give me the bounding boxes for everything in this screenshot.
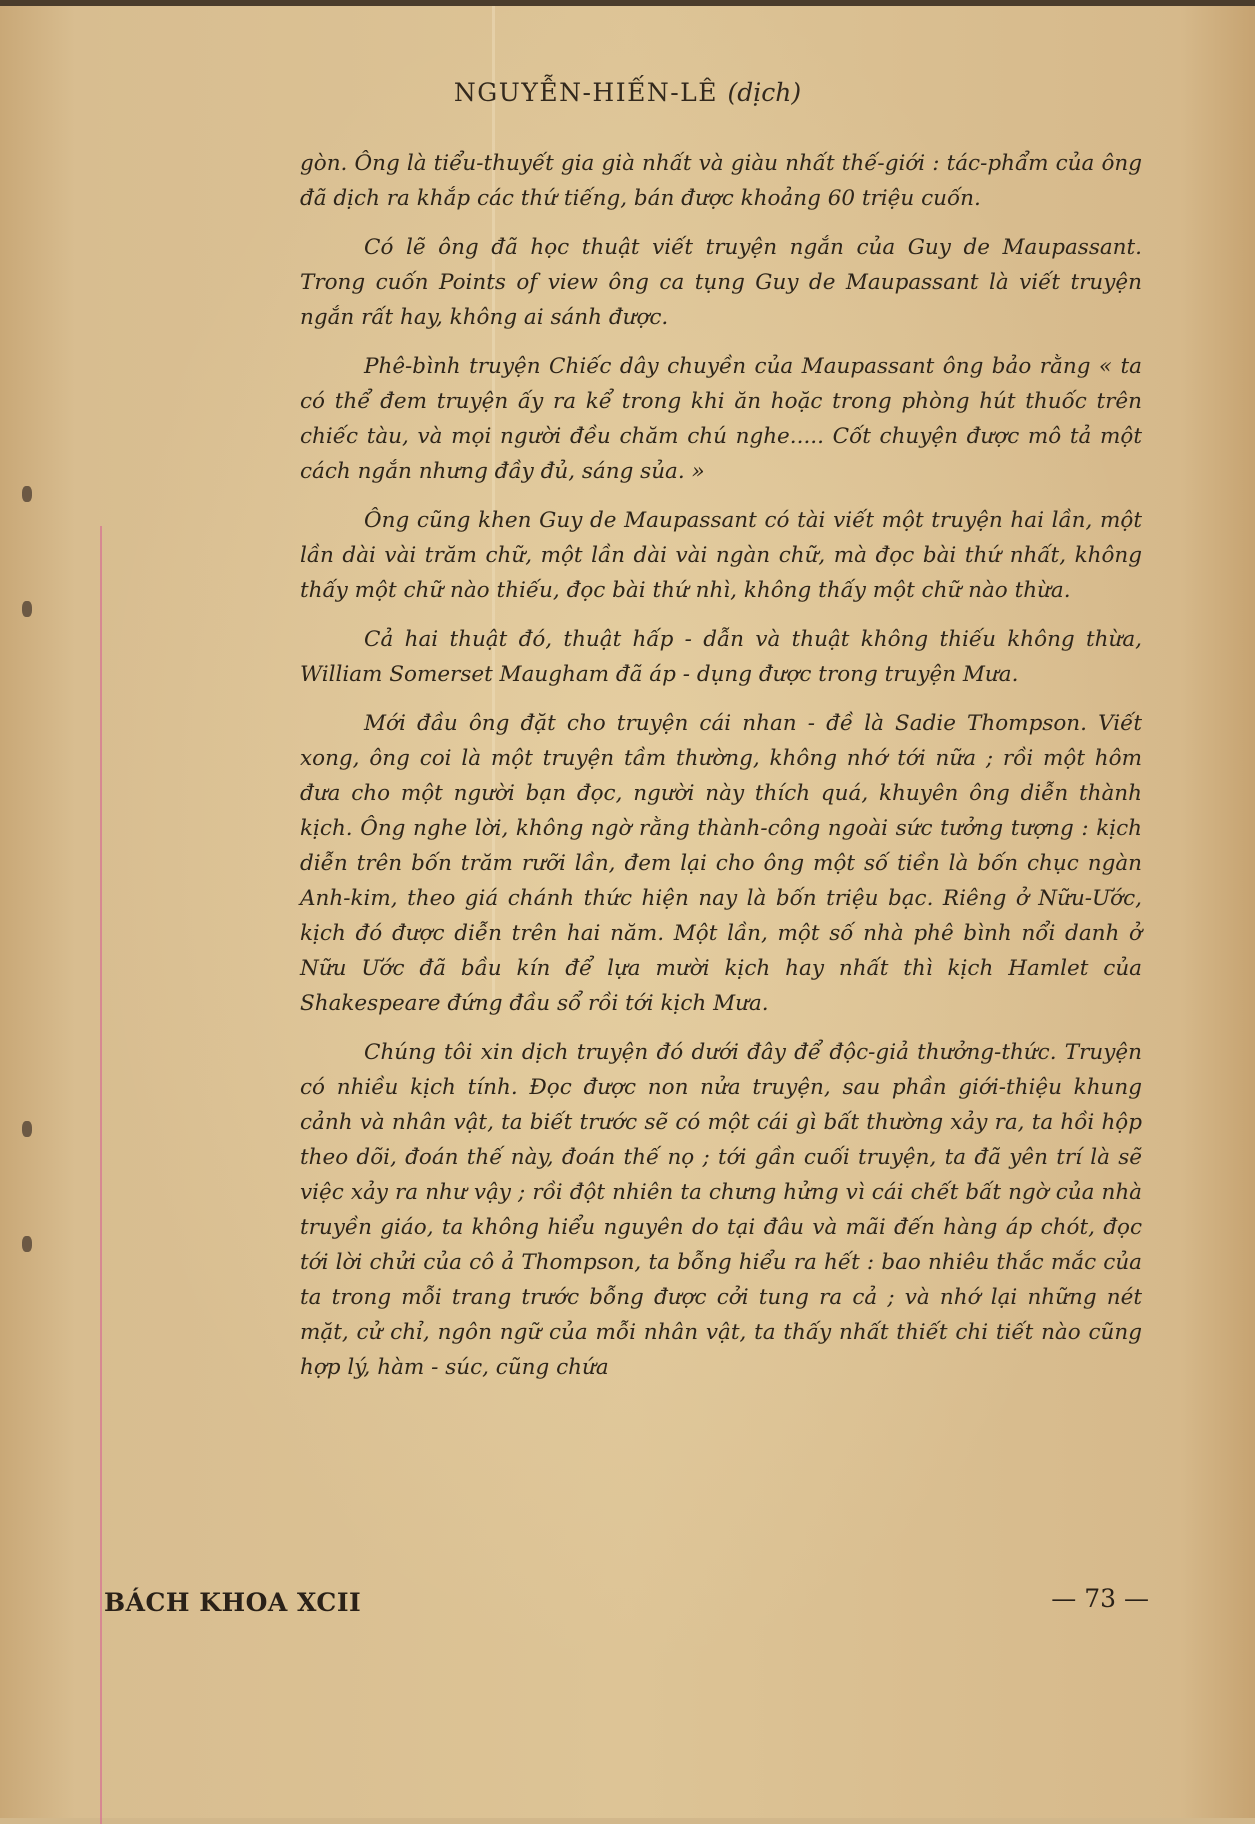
paragraph: gòn. Ông là tiểu-thuyết gia già nhất và giàu nhất thế-giới : tác-phẩm của ông đã dịch ra khắp các thứ tiếng, bán được khoảng 60 triệu cuốn. [300,151,1142,211]
binding-hole [22,601,32,617]
paragraph: Phê-bình truyện Chiếc dây chuyền của Maupassant ông bảo rằng « ta có thể đem truyện ấy ra kể trong khi ăn hoặc trong phòng hút thuốc trên chiếc tàu, và mọi người đều chăm chú nghe..... Cốt chuyện được mô tả một cách ngắn nhưng đầy đủ, sáng sủa. » [300,354,1142,484]
footer-publication: BÁCH KHOA XCII [104,1588,362,1617]
margin-rule [100,526,102,1824]
running-header [0,78,1255,107]
footer-page-number: — 73 — [1051,1584,1149,1613]
paragraph: Cả hai thuật đó, thuật hấp - dẫn và thuật không thiếu không thừa, William Somerset Maugham đã áp - dụng được trong truyện Mưa. [300,627,1142,687]
binding-hole [22,486,32,502]
header-note: (dịch) [727,78,802,107]
paragraph: Mới đầu ông đặt cho truyện cái nhan - đề là Sadie Thompson. Viết xong, ông coi là một truyện tầm thường, không nhớ tới nữa ; rồi một hôm đưa cho một người bạn đọc, người này thích quá, khuyên ông diễn thành kịch. Ông nghe lời, không ngờ rằng thành-công ngoài sức tưởng tượng : kịch diễn trên bốn trăm rưỡi lần, đem lại cho ông một số tiền là bốn chục ngàn Anh-kim, theo giá chánh thức hiện nay là bốn triệu bạc. Riêng ở Nữu-Ước, kịch đó được diễn trên hai năm. Một lần, một số nhà phê bình nổi danh ở Nữu Ước đã bầu kín để lựa mười kịch hay nhất thì kịch Hamlet của Shakespeare đứng đầu sổ rồi tới kịch Mưa. [300,711,1142,1016]
paragraph: Chúng tôi xin dịch truyện đó dưới đây để độc-giả thưởng-thức. Truyện có nhiều kịch tính. Đọc được non nửa truyện, sau phần giới-thiệu khung cảnh và nhân vật, ta biết trước sẽ có một cái gì bất thường xảy ra, ta hồi hộp theo dõi, đoán thế này, đoán thế nọ ; tới gần cuối truyện, ta đã yên trí là sẽ việc xảy ra như vậy ; rồi đột nhiên ta chưng hửng vì cái chết bất ngờ của nhà truyền giáo, ta không hiểu nguyên do tại đâu và mãi đến hàng áp chót, đọc tới lời chửi của cô ả Thompson, ta bỗng hiểu ra hết : bao nhiêu thắc mắc của ta trong mỗi trang trước bỗng được cởi tung ra cả ; và nhớ lại những nét mặt, cử chỉ, ngôn ngữ của mỗi nhân vật, ta thấy nhất thiết chi tiết nào cũng hợp lý, hàm - súc, cũng chứa [300,1040,1142,1380]
paragraph: Ông cũng khen Guy de Maupassant có tài viết một truyện hai lần, một lần dài vài trăm chữ, một lần dài vài ngàn chữ, mà đọc bài thứ nhất, không thấy một chữ nào thiếu, đọc bài thứ nhì, không thấy một chữ nào thừa. [300,508,1142,603]
binding-hole [22,1121,32,1137]
binding-hole [22,1236,32,1252]
header-author: NGUYỄN-HIẾN-LÊ [453,78,719,107]
paragraph: Có lẽ ông đã học thuật viết truyện ngắn của Guy de Maupassant. Trong cuốn Points of view ông ca tụng Guy de Maupassant là viết truyện ngắn rất hay, không ai sánh được. [300,235,1142,330]
article-body [300,146,1142,1399]
